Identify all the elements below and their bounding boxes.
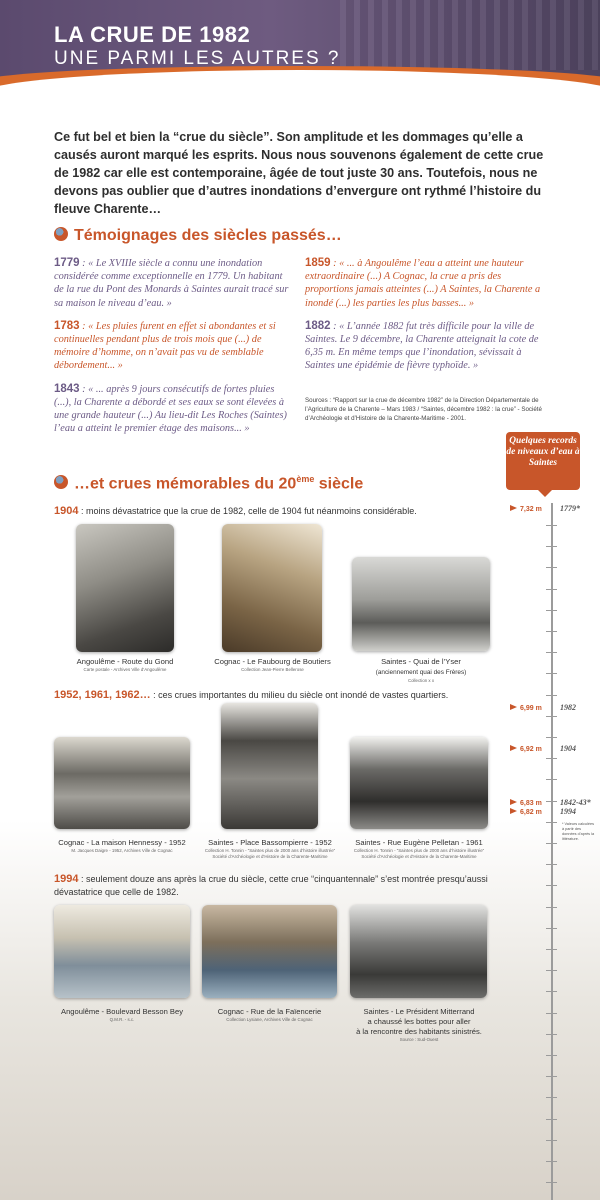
ruler-tick	[546, 970, 557, 971]
water-level-ruler	[551, 503, 553, 1200]
photo-angouleme-route-du-gond	[76, 524, 174, 652]
ruler-tick	[546, 864, 557, 865]
record-year-1779: 1779*	[560, 504, 580, 513]
ruler-tick	[546, 779, 557, 780]
caption-saintes-quai-yser: Saintes - Quai de l’Yser (anciennement quai des Frères) Collection x x	[375, 657, 467, 683]
ruler-tick	[546, 652, 557, 653]
ruler-tick	[546, 1119, 557, 1120]
testimony-1843: 1843 : « ... après 9 jours consécutifs de fortes pluies (...), la Charente a débordé et ses eaux se sont élevées à une grande hauteur (...) Au lieu-dit Les Roches (Saintes) l’eau a atteint le premier étage des maisons... »	[54, 382, 287, 435]
ruler-tick	[546, 758, 557, 759]
ruler-tick	[546, 949, 557, 950]
page-title: LA CRUE DE 1982	[54, 22, 251, 47]
photo-angouleme-boulevard-besson-bey	[54, 905, 190, 998]
testimony-1859: 1859 : « ... à Angoulême l’eau a atteint une hauteur extraordinaire (...) A Cognac, la crue a pris des proportions jamais atteintes (...) A Saintes, la Charente a inondé (...) les parties les plus basses... »	[305, 257, 541, 309]
ruler-tick	[546, 610, 557, 611]
ruler-tick	[546, 1034, 557, 1035]
ruler-tick	[546, 695, 557, 696]
ruler-tick	[546, 567, 557, 568]
photo-saintes-rue-eugene-pelletan	[350, 737, 488, 829]
ruler-tick	[546, 1055, 557, 1056]
caption-angouleme-besson-bey: Angoulême - Boulevard Besson Bey Q.M.R. - s.c.	[61, 1007, 183, 1022]
era-1904-text: 1904 : moins dévastatrice que la crue de 1982, celle de 1904 fut néanmoins considérable.	[54, 505, 417, 517]
header-photo-background	[340, 0, 600, 70]
section-heading-20th-century: …et crues mémorables du 20ème siècle	[54, 474, 363, 493]
photo-cognac-maison-hennessy	[54, 737, 190, 829]
photo-cognac-rue-de-la-faiencerie	[202, 905, 337, 998]
records-footnote: * Valeurs calculées à partir des données d’après la littérature.	[562, 822, 595, 841]
ruler-tick	[546, 843, 557, 844]
ruler-tick	[546, 928, 557, 929]
caption-saintes-mitterrand: Saintes - Le Président Mitterrand a chaussé les bottes pour aller à la rencontre des habitants sinistrés. Source : Sud-Ouest	[356, 1007, 482, 1042]
ruler-tick	[546, 822, 557, 823]
ruler-tick	[546, 631, 557, 632]
caption-cognac-hennessy: Cognac - La maison Hennessy - 1952 M. Jacques Daigre - 1952, Archives Ville de Cognac	[58, 838, 186, 853]
record-level-1904: 6,92 m	[510, 745, 542, 753]
ruler-tick	[546, 1076, 557, 1077]
testimony-1779: 1779 : « Le XVIIIe siècle a connu une inondation considérée comme exceptionnelle en 1779. Un habitant de la rue du Pont des Monards à Saintes aurait tracé sur sa maison le niveau d’eau. »	[54, 257, 289, 309]
record-year-1982: 1982	[560, 703, 576, 712]
ruler-tick	[546, 737, 557, 738]
ruler-tick	[546, 907, 557, 908]
testimonies-left-column	[54, 257, 292, 445]
ruler-tick	[546, 716, 557, 717]
globe-bullet-icon	[54, 475, 68, 489]
ruler-tick	[546, 885, 557, 886]
ruler-tick	[546, 1097, 557, 1098]
ruler-tick	[546, 1140, 557, 1141]
photo-saintes-president-mitterrand	[350, 905, 487, 998]
record-level-1842-43: 6,83 m	[510, 799, 542, 807]
testimony-1882: 1882 : « L’année 1882 fut très difficile pour la ville de Saintes. Le 9 décembre, la Charente atteignait la cote de 6,35 m. En même temps que l’inondation, sévissait à Saintes une épidémie de fièvre typhoïde. »	[305, 319, 539, 372]
ruler-tick	[546, 546, 557, 547]
caption-saintes-pelletan: Saintes - Rue Eugène Pelletan - 1961 Collection H. Tonnin - “Saintes plus de 2000 ans d’histoire illustrée” Société d’Archéologie et d’Histoire de la Charente-Maritime	[353, 838, 485, 859]
photo-saintes-place-bassompierre	[221, 703, 318, 829]
ruler-tick	[546, 589, 557, 590]
photo-saintes-quai-de-lyser	[352, 557, 490, 651]
page-subtitle: UNE PARMI LES AUTRES ?	[54, 48, 341, 69]
caption-saintes-bassompierre: Saintes - Place Bassompierre - 1952 Collection H. Tonnin - “Saintes plus de 2000 ans d’histoire illustrée” Société d’Archéologie et d’Histoire de la Charente-Maritime	[204, 838, 336, 859]
caption-cognac-faiencerie: Cognac - Rue de la Faïencerie Collection Lysiane, Archives Ville de Cognac	[217, 1007, 322, 1022]
record-year-1904: 1904	[560, 744, 576, 753]
ruler-tick	[546, 1161, 557, 1162]
testimony-1783: 1783 : « Les pluies furent en effet si abondantes et si continuelles pendant plus de trois mois que (...) de mémoire d’homme, on n’avait pas vu de semblable débordement... »	[54, 319, 276, 372]
ruler-tick	[546, 801, 557, 802]
section-heading-testimonies: Témoignages des siècles passés…	[54, 227, 342, 245]
record-level-1982: 6,99 m	[510, 704, 542, 712]
ruler-tick	[546, 1182, 557, 1183]
sources-note: Sources : “Rapport sur la crue de décembre 1982” de la Direction Départementale de l’Agriculture de la Charente – Mars 1983 / “Saintes, décembre 1982 : la crue” - Société d’Archéologie et d’Histoire de la Charente-Maritime - 2001.	[305, 397, 542, 422]
records-tag: Quelques records de niveaux d’eau à Saintes	[506, 432, 580, 490]
caption-cognac-faubourg: Cognac - Le Faubourg de Boutiers Collection Jean-Pierre Bellerose	[214, 657, 331, 672]
era-1950s-text: 1952, 1961, 1962… : ces crues importantes du milieu du siècle ont inondé de vastes quartiers.	[54, 689, 449, 701]
ruler-tick	[546, 991, 557, 992]
globe-bullet-icon	[54, 227, 68, 241]
caption-angouleme-route-du-gond: Angoulême - Route du Gond Carte postale - Archives Ville d’Angoulême	[76, 657, 174, 672]
era-1994-text: 1994 : seulement douze ans après la crue du siècle, cette crue “cinquantennale” s’est montrée presqu’aussi dévastatrice que celle de 1982.	[54, 873, 488, 897]
ruler-tick	[546, 525, 557, 526]
record-year-1994: 1994	[560, 807, 576, 816]
record-level-1994: 6,82 m	[510, 808, 542, 816]
ruler-tick	[546, 1013, 557, 1014]
ruler-tick	[546, 673, 557, 674]
photo-cognac-faubourg-de-boutiers	[222, 524, 322, 652]
intro-paragraph: Ce fut bel et bien la “crue du siècle”. Son amplitude et les dommages qu’elle a causés auront marqué les esprits. Nous nous souvenons également de cette crue de 1982 car elle est contemporaine, âgée de tout juste 30 ans. Toutefois, nous ne devons pas oublier que d’autres inondations d’envergure ont rythmé l’histoire du fleuve Charente…	[54, 130, 544, 216]
record-level-1779: 7,32 m	[510, 505, 542, 513]
testimonies-right-column	[305, 257, 545, 383]
record-year-1842-43: 1842-43*	[560, 798, 591, 807]
